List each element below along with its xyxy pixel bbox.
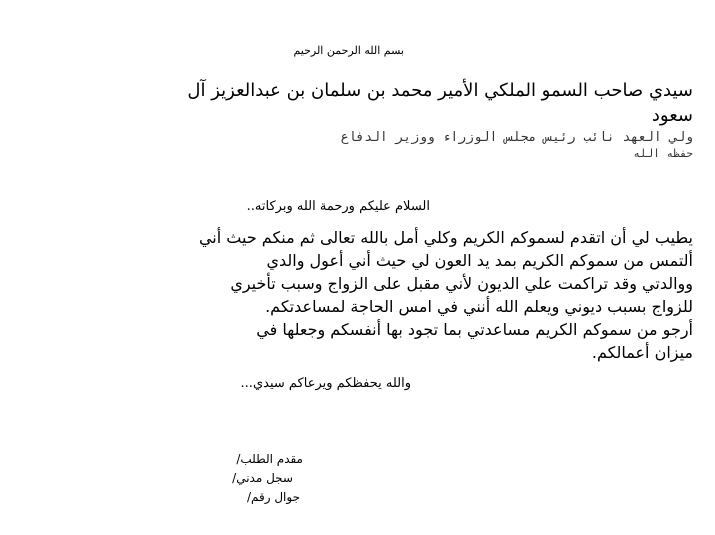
body-line-2: ألتمس من سموكم الكريم بمد يد العون لي حيث أني أعول والدي [266, 251, 693, 270]
addressee-line-2: سعود [651, 105, 693, 126]
addressee-title-line-1: ولي العهد نائب رئيس مجلس الوزراء ووزير الدفاع [340, 130, 693, 145]
body-line-5: أرجو من سموكم الكريم مساعدتي بما تجود بها أنفسكم وجعلها في [256, 320, 693, 339]
closing-line: والله يحفظكم ويرعاكم سيدي... [240, 376, 411, 391]
mobile-number-label: جوال رقم/ [246, 490, 300, 504]
addressee-title-line-2: حفظه الله [633, 147, 693, 160]
requester-label: مقدم الطلب/ [236, 452, 303, 466]
addressee-line-1: سيدي صاحب السمو الملكي الأمير محمد بن سلمان بن عبدالعزيز آل [187, 80, 693, 101]
body-line-1: يطيب لي أن اتقدم لسموكم الكريم وكلي أمل بالله تعالى ثم منكم حيث أني [198, 228, 693, 247]
bismillah-heading: بسم الله الرحمن الرحيم [293, 44, 404, 57]
body-line-3: ووالدتي وقد تراكمت علي الديون لأني مقبل على الزواج وسبب تأخيري [230, 274, 693, 293]
body-line-4: للزواج بسبب ديوني ويعلم الله أنني في امس الحاجة لمساعدتكم. [265, 297, 693, 316]
body-line-6: ميزان أعمالكم. [591, 343, 693, 362]
greeting-line: السلام عليكم ورحمة الله وبركاته.. [246, 199, 430, 214]
civil-record-label: سجل مدني/ [232, 471, 293, 485]
